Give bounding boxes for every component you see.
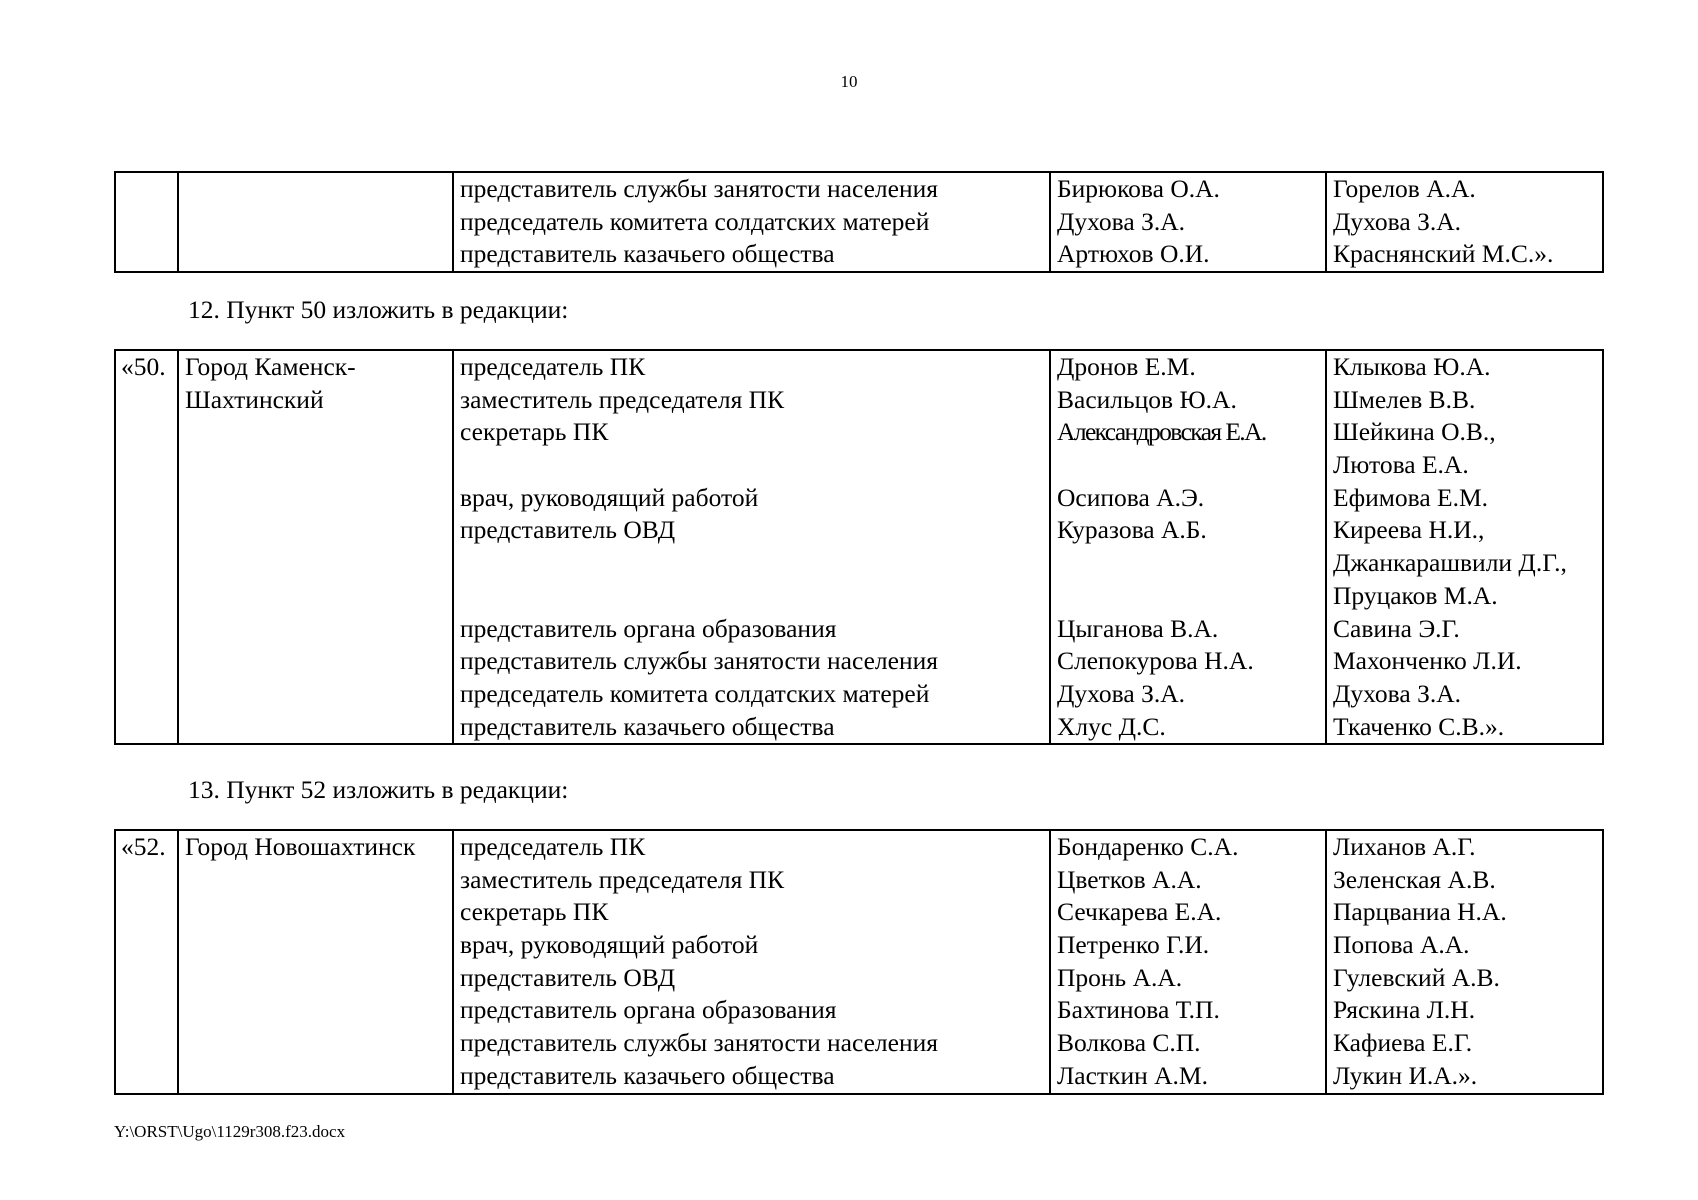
role-line: секретарь ПК [460,897,609,927]
reserve-name: Шейкина О.В., [1333,417,1496,447]
role-line: представитель органа образования [460,995,837,1025]
member-name: Бирюкова О.А. [1057,174,1220,203]
item-number: «50. [121,352,166,381]
table-row [115,830,1603,1094]
role-line: представитель ОВД [460,515,676,545]
commission-table-continuation [114,171,1604,273]
reserve-name: Савина Э.Г. [1333,613,1460,643]
role-line: представитель казачьего общества [460,239,835,269]
role-line [460,449,1049,482]
role-line: представитель органа образования [460,613,837,643]
member-name: Александровская Е.А. [1057,417,1266,447]
member-name: Куразова А.Б. [1057,515,1207,545]
reserve-name: Духова З.А. [1333,678,1462,708]
member-name: Петренко Г.И. [1057,930,1210,960]
role-line: председатель комитета солдатских матерей [460,678,930,708]
main-member-cell [1050,172,1326,272]
member-name: Бахтинова Т.П. [1057,995,1220,1025]
role-line [460,580,1049,613]
reserve-name: Джанкарашвили Д.Г., [1333,548,1567,578]
role-line: представитель ОВД [460,962,676,992]
city-cell [178,172,453,272]
member-name: Цыганова В.А. [1057,613,1219,643]
member-name: Сечкарева Е.А. [1057,897,1222,927]
main-member-cell [1050,350,1326,744]
member-name: Духова З.А. [1057,206,1186,236]
reserve-name: Лукин И.А.». [1333,1060,1478,1090]
reserve-member-cell [1326,172,1603,272]
member-name: Ласткин А.М. [1057,1060,1208,1090]
item-number: «52. [121,832,166,861]
member-name: Слепокурова Н.А. [1057,646,1254,676]
member-name: Бондаренко С.А. [1057,832,1239,861]
reserve-name: Ряскина Л.Н. [1333,995,1476,1025]
roles-cell [453,830,1050,1094]
role-line: председатель ПК [460,352,646,381]
role-line: представитель службы занятости населения [460,646,938,676]
member-name: Васильцов Ю.А. [1057,384,1237,414]
role-line: представитель казачьего общества [460,1060,835,1090]
reserve-name: Шмелев В.В. [1333,384,1476,414]
roles-cell [453,172,1050,272]
member-name: Волкова С.П. [1057,1028,1201,1058]
roles-cell [453,350,1050,744]
role-line: председатель комитета солдатских матерей [460,206,930,236]
reserve-name: Махонченко Л.И. [1333,646,1522,676]
reserve-name: Пруцаков М.А. [1333,580,1498,610]
role-line [460,547,1049,580]
role-line: председатель ПК [460,832,646,861]
reserve-name: Клыкова Ю.А. [1333,352,1491,381]
member-name: Духова З.А. [1057,678,1186,708]
instruction-item-12: 12. Пункт 50 изложить в редакции: [188,295,569,324]
item-number-cell [115,350,178,744]
reserve-name: Попова А.А. [1333,930,1470,960]
reserve-name: Краснянский М.С.». [1333,239,1554,269]
reserve-name: Ефимова Е.М. [1333,482,1489,512]
member-name: Осипова А.Э. [1057,482,1205,512]
role-line: заместитель председателя ПК [460,384,785,414]
commission-table-item-52 [114,829,1604,1095]
reserve-name: Горелов А.А. [1333,174,1476,203]
instruction-item-13: 13. Пункт 52 изложить в редакции: [188,775,569,804]
reserve-name: Лиханов А.Г. [1333,832,1476,861]
member-name: Пронь А.А. [1057,962,1183,992]
role-line: врач, руководящий работой [460,482,759,512]
reserve-name: Зеленская А.В. [1333,864,1496,894]
member-name [1057,547,1325,580]
item-number-cell [115,172,178,272]
table-row [115,172,1603,272]
reserve-name: Парцваниа Н.А. [1333,897,1507,927]
member-name: Дронов Е.М. [1057,352,1196,381]
main-member-cell [1050,830,1326,1094]
member-name: Артюхов О.И. [1057,239,1210,269]
footer-file-path: Y:\ORST\Ugo\1129r308.f23.docx [114,1122,346,1141]
reserve-name: Киреева Н.И., [1333,515,1485,545]
role-line: врач, руководящий работой [460,930,759,960]
role-line: представитель службы занятости населения [460,174,938,203]
reserve-name: Духова З.А. [1333,206,1462,236]
reserve-name: Кафиева Е.Г. [1333,1028,1473,1058]
table-row [115,350,1603,744]
city-cell [178,350,453,744]
commission-table-item-50 [114,349,1604,745]
reserve-member-cell [1326,350,1603,744]
member-name: Хлус Д.С. [1057,711,1166,741]
page-number: 10 [840,72,858,91]
role-line: представитель казачьего общества [460,711,835,741]
reserve-name: Гулевский А.В. [1333,962,1500,992]
member-name: Цветков А.А. [1057,864,1202,894]
member-name [1057,449,1325,482]
reserve-name: Лютова Е.А. [1333,450,1469,480]
reserve-name: Ткаченко С.В.». [1333,711,1505,741]
reserve-member-cell [1326,830,1603,1094]
role-line: заместитель председателя ПК [460,864,785,894]
role-line: представитель службы занятости населения [460,1028,938,1058]
member-name [1057,580,1325,613]
city-name-line: Шахтинский [185,384,324,414]
city-name-line: Город Новошахтинск [185,832,416,861]
city-name-line: Город Каменск- [185,352,356,381]
city-cell [178,830,453,1094]
item-number-cell [115,830,178,1094]
role-line: секретарь ПК [460,417,609,447]
